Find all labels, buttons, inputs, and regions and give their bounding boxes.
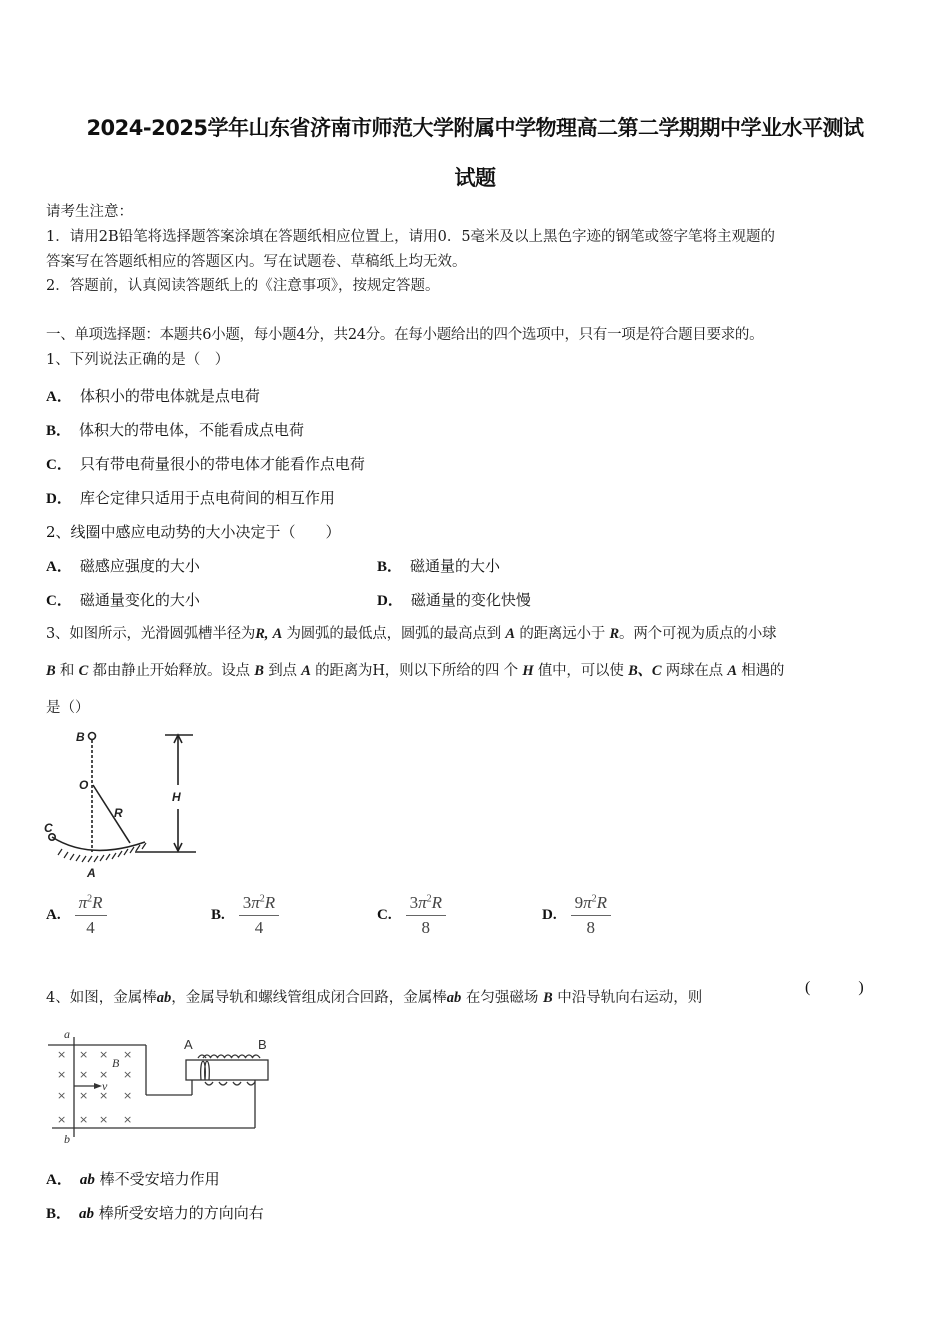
svg-text:×: × — [123, 1113, 133, 1126]
svg-text:×: × — [79, 1113, 89, 1126]
q3-stem-line2: B 和 C 都由静止开始释放。设点 B 到点 A 的距离为H，则以下所给的四 个 H 值中，可以使 B、C 两球在点 A 相遇的 — [46, 663, 785, 679]
exam-title-line1: 2024-2025学年山东省济南市师范大学附属中学物理高二第二学期期中学业水平测试 — [86, 116, 864, 140]
label-h: H — [172, 790, 181, 804]
q2-option-b[interactable] — [377, 555, 500, 576]
q1-option-a[interactable] — [46, 385, 260, 406]
fraction: $\frac{9\pi^2R}{8}$ — [571, 893, 611, 938]
q1-option-c[interactable] — [46, 453, 365, 474]
label-solenoid-a: A — [184, 1037, 193, 1052]
q2-stem: 2、线圈中感应电动势的大小决定于（ ） — [46, 523, 341, 541]
option-label: A． — [46, 1172, 72, 1188]
notice-item-1b: 答案写在答题纸相应的答题区内。写在试题卷、草稿纸上均无效。 — [46, 254, 467, 270]
label-a: a — [64, 1027, 70, 1041]
q4-answer-paren: ( ) — [805, 979, 864, 996]
fraction: $\frac{\pi^2R}{4}$ — [75, 893, 107, 938]
q1-option-b[interactable] — [46, 419, 304, 440]
option-label: C． — [46, 593, 72, 609]
svg-text:×: × — [99, 1089, 109, 1102]
q4-option-b[interactable]: B． ab 棒所受安培力的方向向右 — [46, 1204, 264, 1222]
fraction: $\frac{3\pi^2R}{8}$ — [406, 893, 446, 938]
option-label: B． — [46, 1206, 72, 1222]
svg-text:×: × — [57, 1089, 67, 1102]
svg-text:×: × — [99, 1048, 109, 1061]
q3-option-a[interactable] — [46, 893, 107, 938]
option-text: 体积小的带电体就是点电荷 — [79, 387, 260, 405]
option-text: 只有带电荷量很小的带电体才能看作点电荷 — [79, 455, 365, 473]
option-text: 磁通量的大小 — [410, 557, 501, 575]
q1-stem: 1、下列说法正确的是（ ） — [46, 352, 230, 368]
q2-option-d[interactable] — [377, 589, 531, 610]
svg-text:×: × — [57, 1113, 67, 1126]
option-label: B. — [211, 907, 225, 923]
notice-heading: 请考生注意： — [46, 204, 133, 220]
notice-item-1a: 1．请用2B铅笔将选择题答案涂填在答题纸相应位置上，请用0．5毫米及以上黑色字迹的钢笔或签字笔将主观题的 — [46, 229, 776, 245]
option-text: 体积大的带电体，不能看成点电荷 — [79, 421, 305, 439]
svg-text:×: × — [57, 1048, 67, 1061]
option-label: D． — [377, 593, 403, 609]
q2-option-a[interactable] — [46, 555, 200, 576]
option-text: 磁通量的变化快慢 — [410, 591, 531, 609]
q2-option-c[interactable] — [46, 589, 200, 610]
option-text: 库仑定律只适用于点电荷间的相互作用 — [79, 489, 335, 507]
svg-text:×: × — [123, 1048, 133, 1061]
label-r: R — [114, 806, 123, 820]
label-v: v — [102, 1079, 108, 1093]
option-label: C． — [46, 457, 72, 473]
arc-groove-diagram — [40, 725, 210, 885]
label-c: C — [44, 821, 53, 835]
q3-option-d[interactable] — [542, 893, 611, 938]
option-text: 磁通量变化的大小 — [79, 591, 200, 609]
svg-text:×: × — [57, 1068, 67, 1081]
option-label: D． — [46, 491, 72, 507]
option-label: B． — [46, 423, 72, 439]
q3-stem-line3: 是（） — [46, 700, 90, 716]
svg-text:×: × — [79, 1068, 89, 1081]
option-label: B． — [377, 559, 403, 575]
svg-text:×: × — [123, 1068, 133, 1081]
fraction: $\frac{3\pi^2R}{4}$ — [239, 893, 279, 938]
q4-stem: 4、如图，金属棒ab，金属导轨和螺线管组成闭合回路，金属棒ab 在匀强磁场 B 中沿导轨向右运动，则 — [46, 990, 703, 1006]
option-label: A． — [46, 559, 72, 575]
svg-text:×: × — [99, 1113, 109, 1126]
svg-text:×: × — [123, 1089, 133, 1102]
label-a: A — [87, 866, 96, 880]
q3-option-c[interactable] — [377, 893, 446, 938]
option-label: D. — [542, 907, 557, 923]
q3-stem-line1: 3、如图所示，光滑圆弧槽半径为R, A 为圆弧的最低点，圆弧的最高点到 A 的距离远小于 R。两个可视为质点的小球 — [46, 626, 777, 642]
rail-solenoid-diagram — [40, 1025, 280, 1150]
svg-text:×: × — [79, 1048, 89, 1061]
label-b: b — [64, 1132, 70, 1146]
option-label: A. — [46, 907, 61, 923]
svg-text:×: × — [99, 1068, 109, 1081]
notice-item-2: 2．答题前，认真阅读答题纸上的《注意事项》，按规定答题。 — [46, 278, 440, 294]
label-o: O — [79, 778, 89, 792]
q4-option-a[interactable]: A． ab 棒不受安培力作用 — [46, 1170, 220, 1188]
exam-title-line2: 试题 — [454, 166, 496, 190]
q1-option-d[interactable] — [46, 487, 335, 508]
option-text: 磁感应强度的大小 — [79, 557, 200, 575]
q3-arc-groove-figure — [40, 725, 210, 885]
label-solenoid-b: B — [258, 1037, 267, 1052]
option-label: C. — [377, 907, 392, 923]
q4-circuit-figure — [40, 1025, 280, 1150]
option-label: A． — [46, 389, 72, 405]
svg-text:×: × — [79, 1089, 89, 1102]
section-heading: 一、单项选择题：本题共6小题，每小题4分，共24分。在每小题给出的四个选项中，只有一项是符合题目要求的。 — [46, 327, 764, 343]
ball-b-icon — [89, 733, 96, 740]
q3-option-b[interactable] — [211, 893, 279, 938]
label-field-b: B — [112, 1056, 120, 1070]
label-b: B — [76, 730, 85, 744]
